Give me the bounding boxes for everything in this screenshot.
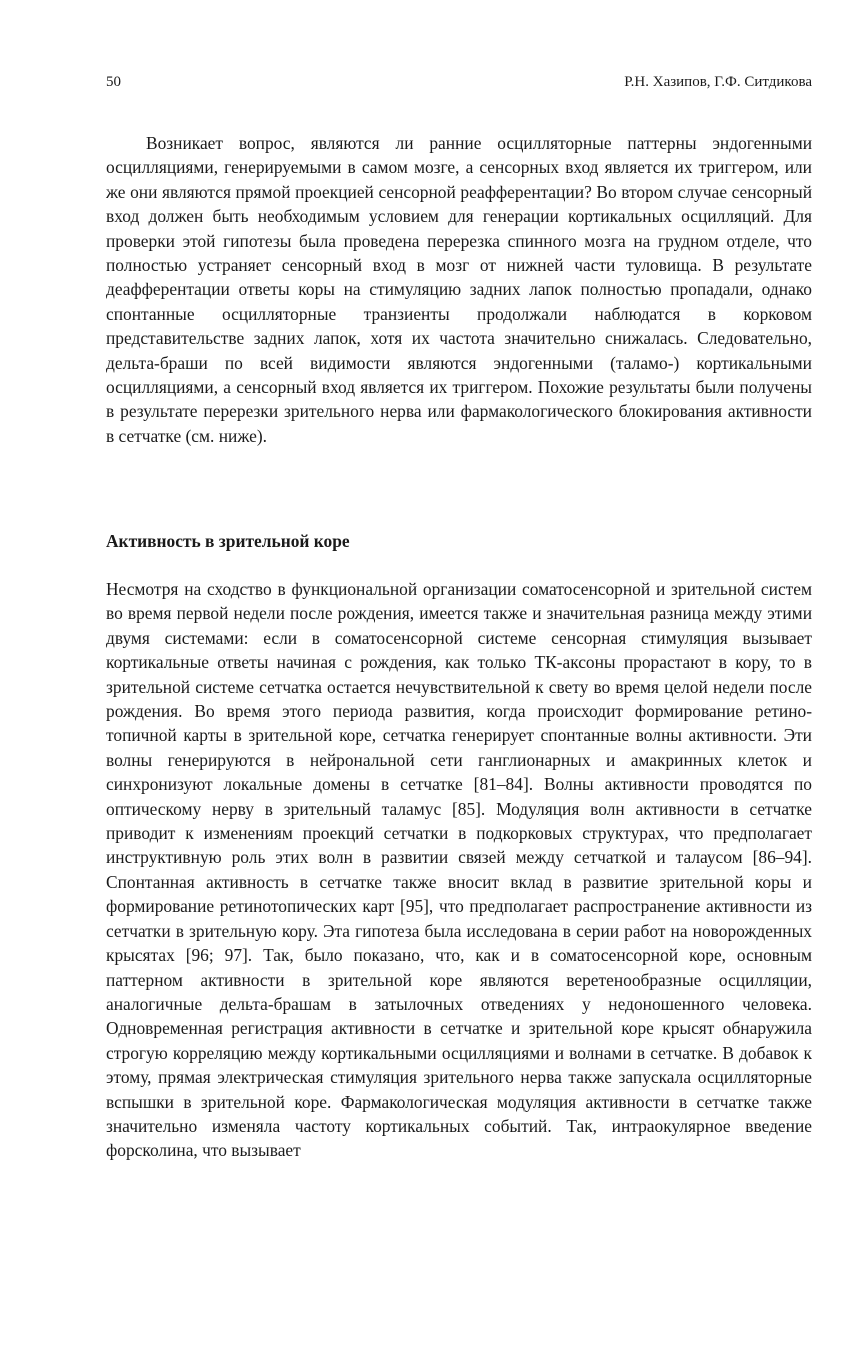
page-header xyxy=(106,74,812,98)
body-paragraph-1: Возникает вопрос, являются ли ранние осцилляторные паттерны эндогенными осцилляциями, генерируемыми в самом мозге, а сенсорных вход является их триггером, или же они являются прямой проекцией сенсорной реафферентации? Во втором случае сенсорный вход должен быть необходимым условием для генерации кортикальных осцилляций. Для проверки этой гипотезы была проведена перерезка спинного мозга на грудном отделе, что полностью устраняет сенсорный вход в мозг от нижней части туловища. В результате деафферентации ответы коры на стимуляцию задних лапок полностью пропадали, однако спонтанные осцилляторные транзиенты продолжали наблюдатся в корковом представительстве задних лапок, хотя их частота значительно снижалась. Следовательно, дельта-браши по всей видимости являются эндогенными (таламо-) кортикальными осцилляциями, а сенсорный вход является их триггером. Похожие результаты были получены в результате перерезки зрительного нерва или фармакологического блокирования активности в сетчатке (см. ниже). xyxy=(106,133,812,446)
section-heading: Активность в зрительной коре xyxy=(106,531,350,551)
body-paragraph-2: Несмотря на сходство в функциональной организации соматосенсорной и зрительной систем во время первой недели после рождения, имеется также и значительная разница между этими двумя системами: если в соматосенсорной системе сенсорная стимуляция вызывает кортикальные ответы начиная с рождения, как только ТК-аксоны прорастают в кору, то в зрительной системе сетчатка остается нечувствительной к свету во время целой недели после рождения. Во время этого периода развития, когда происходит формирование ретино-топичной карты в зрительной коре, сетчатка генерирует спонтанные волны активности. Эти волны генерируются в нейрональной сети ганглионарных и амакринных клеток и синхронизуют локальные домены в сетчатке [81–84]. Волны активности проводятся по оптическому нерву в зрительный таламус [85]. Модуляция волн активности в сетчатке приводит к изменениям проекций сетчатки в подкорковых структурах, что предполагает инструктивную роль этих волн в развитии связей между сетчаткой и талаусом [86–94]. Спонтанная активность в сетчатке также вносит вклад в развитие зрительной коры и формирование ретинотопических карт [95], что предполагает распространение активности из сетчатки в зрительную кору. Эта гипотеза была исследована в серии работ на новорожденных крысятах [96; 97]. Так, было показано, что, как и в соматосенсорной коре, основным паттерном активности в зрительной коре являются веретенообразные осцилляции, аналогичные дельта-брашам в затылочных отведениях у недоношенного человека. Одновременная регистрация активности в сетчатке и зрительной коре крысят обнаружила строгую корреляцию между кортикальными осцилляциями и волнами в сетчатке. В добавок к этому, прямая электрическая стимуляция зрительного нерва также запускала осцилляторные вспышки в зрительной коре. Фармакологическая модуляция активности в сетчатке также значительно изменяла частоту кортикальных событий. Так, интраокулярное введение форсколина, что вызывает xyxy=(106,579,812,1161)
running-head-authors: Р.Н. Хазипов, Г.Ф. Ситдикова xyxy=(624,74,812,90)
page-number: 50 xyxy=(106,74,121,90)
